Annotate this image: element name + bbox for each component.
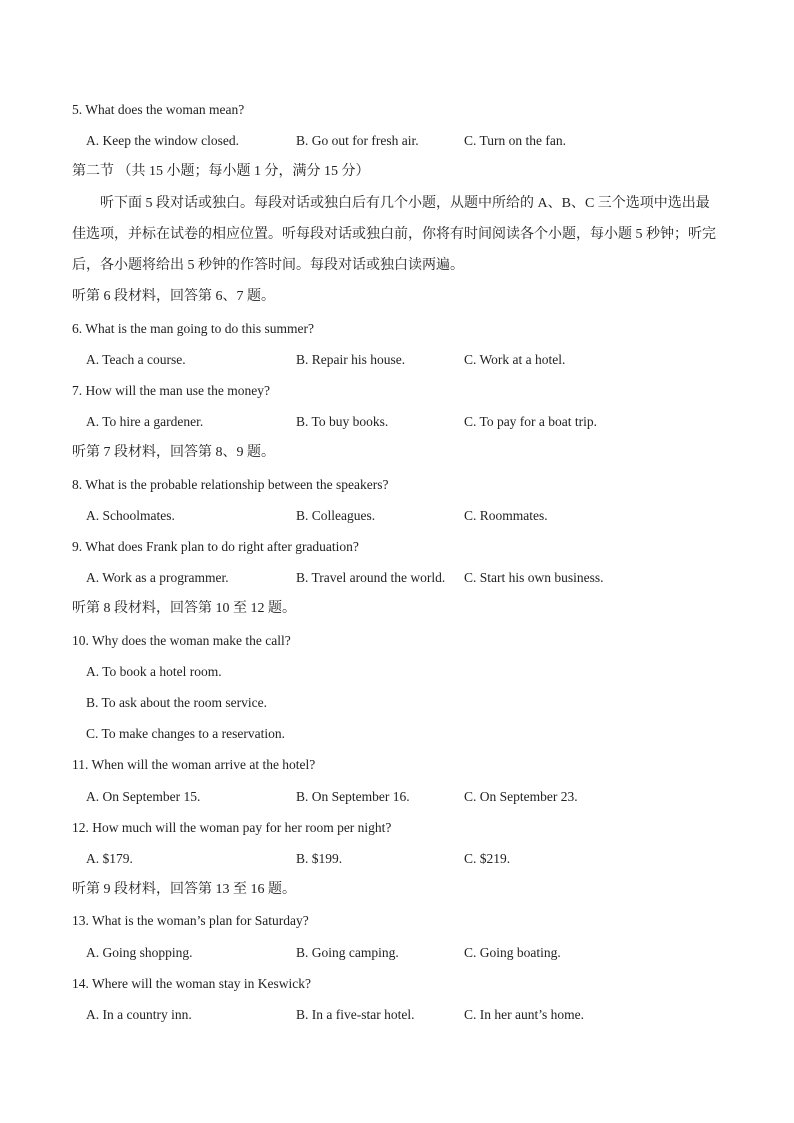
question-9-option-c: C. Start his own business.	[464, 570, 604, 585]
question-12-stem: 12. How much will the woman pay for her room per night?	[72, 820, 392, 835]
question-13-stem: 13. What is the woman’s plan for Saturday?	[72, 913, 309, 928]
question-8-option-a: A. Schoolmates.	[86, 508, 175, 523]
question-7-stem: 7. How will the man use the money?	[72, 383, 270, 398]
material-9-heading: 听第 9 段材料，回答第 13 至 16 题。	[72, 882, 296, 897]
question-12-option-a: A. $179.	[86, 851, 133, 866]
question-14-option-b: B. In a five-star hotel.	[296, 1007, 415, 1022]
section-2-instructions: 听下面 5 段对话或独白。每段对话或独白后有几个小题，从题中所给的 A、B、C 三个选项中选出最佳选项，并标在试卷的相应位置。听每段对话或独白前，你将有时间阅读各个小题，每小题 5 秒钟；听完后，各小题将给出 5 秒钟的作答时间。每段对话或独白读两遍。	[72, 196, 716, 273]
question-13-option-a: A. Going shopping.	[86, 945, 193, 960]
question-9-option-a: A. Work as a programmer.	[86, 570, 229, 585]
question-9-stem: 9. What does Frank plan to do right after graduation?	[72, 539, 359, 554]
question-11-option-b: B. On September 16.	[296, 789, 410, 804]
question-12-option-c: C. $219.	[464, 851, 511, 866]
question-5-option-b: B. Go out for fresh air.	[296, 133, 419, 148]
question-8-option-c: C. Roommates.	[464, 508, 548, 523]
question-7-option-a: A. To hire a gardener.	[86, 414, 204, 429]
question-6-option-a: A. Teach a course.	[86, 352, 186, 367]
question-5-option-a: A. Keep the window closed.	[86, 133, 239, 148]
question-10-stem: 10. Why does the woman make the call?	[72, 633, 291, 648]
question-6-stem: 6. What is the man going to do this summer?	[72, 321, 314, 336]
question-7-option-c: C. To pay for a boat trip.	[464, 414, 598, 429]
material-6-heading: 听第 6 段材料，回答第 6、7 题。	[72, 289, 275, 304]
question-12-option-b: B. $199.	[296, 851, 343, 866]
question-6-option-c: C. Work at a hotel.	[464, 352, 566, 367]
question-14-option-c: C. In her aunt’s home.	[464, 1007, 584, 1022]
question-8-option-b: B. Colleagues.	[296, 508, 376, 523]
material-8-heading: 听第 8 段材料，回答第 10 至 12 题。	[72, 601, 296, 616]
question-10-option-b: B. To ask about the room service.	[86, 695, 268, 710]
section-2-title: 第二节 （共 15 小题；每小题 1 分，满分 15 分）	[72, 164, 370, 179]
question-11-stem: 11. When will the woman arrive at the hotel?	[72, 757, 316, 772]
question-10-option-c: C. To make changes to a reservation.	[86, 726, 285, 741]
question-13-option-b: B. Going camping.	[296, 945, 399, 960]
question-8-stem: 8. What is the probable relationship between the speakers?	[72, 477, 389, 492]
question-7-option-b: B. To buy books.	[296, 414, 389, 429]
question-13-option-c: C. Going boating.	[464, 945, 561, 960]
question-5-stem: 5. What does the woman mean?	[72, 102, 245, 117]
question-10-option-a: A. To book a hotel room.	[86, 664, 222, 679]
question-5-option-c: C. Turn on the fan.	[464, 133, 567, 148]
question-14-option-a: A. In a country inn.	[86, 1007, 192, 1022]
question-9-option-b: B. Travel around the world.	[296, 570, 446, 585]
question-14-stem: 14. Where will the woman stay in Keswick?	[72, 976, 311, 991]
question-11-option-a: A. On September 15.	[86, 789, 201, 804]
material-7-heading: 听第 7 段材料，回答第 8、9 题。	[72, 445, 275, 460]
question-6-option-b: B. Repair his house.	[296, 352, 406, 367]
question-11-option-c: C. On September 23.	[464, 789, 578, 804]
